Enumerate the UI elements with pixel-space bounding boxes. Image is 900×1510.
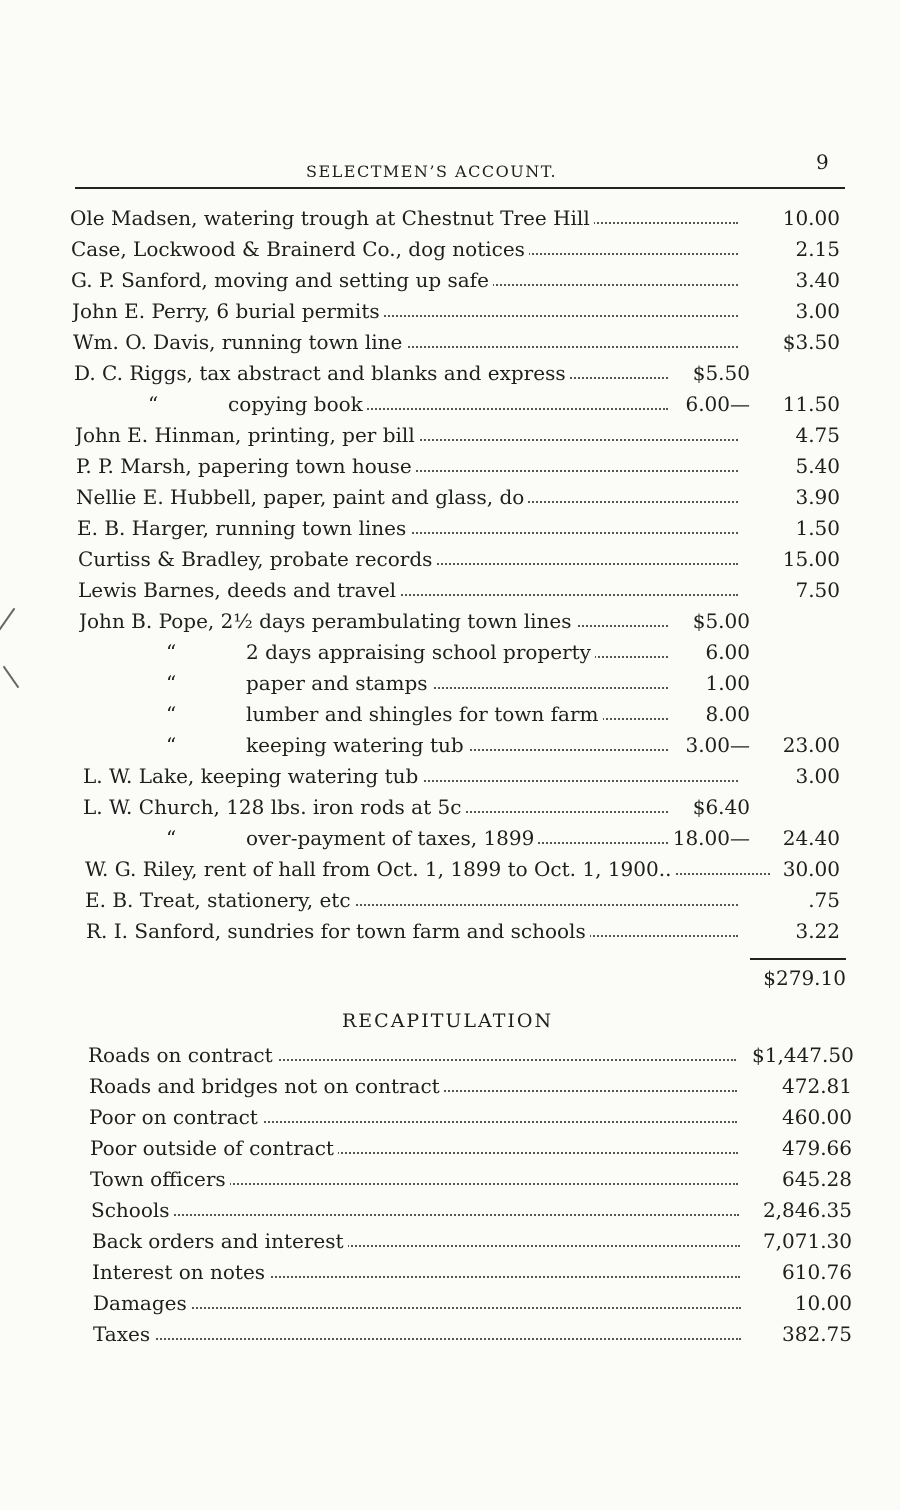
- entry-amount: 15.00: [782, 547, 840, 571]
- entry-text: John B. Pope, 2½ days perambulating town lines: [79, 609, 576, 633]
- page-number: 9: [816, 150, 829, 174]
- ledger-row: [0, 637, 900, 667]
- entry-text: Wm. O. Davis, running town line: [73, 330, 406, 354]
- dot-leader: [93, 1338, 741, 1340]
- recap-amount: 610.76: [782, 1260, 852, 1284]
- entry-subamount: 3.00—: [685, 733, 750, 757]
- entry-text: R. I. Sanford, sundries for town farm and schools: [86, 919, 590, 943]
- recap-label: Poor on contract: [89, 1105, 262, 1129]
- entry-text-container: [83, 761, 738, 791]
- entry-text: copying book: [228, 392, 367, 416]
- entry-text: G. P. Sanford, moving and setting up safe: [71, 268, 493, 292]
- entry-text: Case, Lockwood & Brainerd Co., dog notices: [71, 237, 529, 261]
- ledger-row: [0, 575, 900, 605]
- recap-amount: 460.00: [782, 1105, 852, 1129]
- entry-text: D. C. Riggs, tax abstract and blanks and express: [74, 361, 570, 385]
- entry-text-container: [77, 513, 738, 543]
- entry-text-container: [75, 420, 738, 450]
- entry-amount: 2.15: [795, 237, 840, 261]
- recap-label: Taxes: [93, 1322, 154, 1346]
- entry-text: P. P. Marsh, papering town house: [76, 454, 416, 478]
- recap-row: [0, 1071, 900, 1101]
- recap-label-container: [93, 1288, 741, 1318]
- ditto-mark: “: [166, 640, 177, 664]
- recap-label-container: [90, 1164, 738, 1194]
- entry-amount: .75: [808, 888, 840, 912]
- recap-label: Back orders and interest: [92, 1229, 348, 1253]
- entry-text-container: [71, 234, 738, 264]
- ditto-mark: “: [166, 702, 177, 726]
- entry-text-container: [78, 544, 738, 574]
- ledger-row: [0, 451, 900, 481]
- entry-subamount: $6.40: [692, 795, 750, 819]
- entry-subamount: 6.00—: [685, 392, 750, 416]
- entry-text: paper and stamps: [246, 671, 432, 695]
- entry-text: over-payment of taxes, 1899: [246, 826, 538, 850]
- entry-text: Curtiss & Bradley, probate records: [78, 547, 436, 571]
- entry-subamount: 18.00—: [672, 826, 750, 850]
- ledger-row: [0, 203, 900, 233]
- entry-text: Lewis Barnes, deeds and travel: [78, 578, 400, 602]
- recapitulation-title: RECAPITULATION: [342, 1010, 554, 1032]
- entry-text-container: [79, 606, 668, 636]
- recap-amount: 645.28: [782, 1167, 852, 1191]
- recap-label-container: [89, 1102, 737, 1132]
- entry-amount: $3.50: [782, 330, 840, 354]
- entry-text-container: [246, 699, 668, 729]
- recap-label-container: [88, 1040, 736, 1070]
- ledger-row: [0, 606, 900, 636]
- entry-amount: 3.90: [795, 485, 840, 509]
- recap-label-container: [89, 1071, 737, 1101]
- ledger-row: [0, 358, 900, 388]
- entry-amount: 1.50: [795, 516, 840, 540]
- entry-text-container: [70, 203, 738, 233]
- entry-text-container: [85, 854, 770, 884]
- recap-label-container: [91, 1195, 739, 1225]
- ledger-row: [0, 761, 900, 791]
- recap-label: Roads on contract: [88, 1043, 277, 1067]
- ledger-row: [0, 823, 900, 853]
- recap-amount: 10.00: [794, 1291, 852, 1315]
- recap-label: Schools: [91, 1198, 174, 1222]
- entry-text-container: [246, 823, 668, 853]
- entry-text-container: [246, 668, 668, 698]
- recap-amount: 7,071.30: [762, 1229, 852, 1253]
- recap-amount: $1,447.50: [752, 1043, 854, 1067]
- entry-text-container: [73, 327, 738, 357]
- recap-amount: 2,846.35: [762, 1198, 852, 1222]
- recap-row: [0, 1226, 900, 1256]
- entry-text-container: [76, 482, 738, 512]
- ledger-row: [0, 420, 900, 450]
- entry-amount: 30.00: [782, 857, 840, 881]
- recap-label-container: [92, 1257, 740, 1287]
- ledger-row: [0, 234, 900, 264]
- entry-text: Ole Madsen, watering trough at Chestnut Tree Hill: [70, 206, 594, 230]
- ledger-row: [0, 885, 900, 915]
- entry-amount: 3.00: [795, 299, 840, 323]
- recap-label: Interest on notes: [92, 1260, 269, 1284]
- recap-row: [0, 1102, 900, 1132]
- entry-amount: 5.40: [795, 454, 840, 478]
- entry-subamount: 6.00: [705, 640, 750, 664]
- recap-label-container: [90, 1133, 738, 1163]
- recap-amount: 472.81: [782, 1074, 852, 1098]
- ditto-mark: “: [148, 392, 159, 416]
- entry-subamount: 8.00: [705, 702, 750, 726]
- recap-row: [0, 1288, 900, 1318]
- recap-row: [0, 1164, 900, 1194]
- ledger-row: [0, 513, 900, 543]
- recap-label: Damages: [93, 1291, 191, 1315]
- ledger-row: [0, 916, 900, 946]
- recap-row: [0, 1319, 900, 1349]
- ledger-row: [0, 296, 900, 326]
- entry-text-container: [71, 265, 738, 295]
- entry-text-container: [246, 637, 668, 667]
- header-rule: [75, 187, 845, 189]
- entry-text: John E. Hinman, printing, per bill: [75, 423, 419, 447]
- entry-text: lumber and shingles for town farm: [246, 702, 603, 726]
- recap-label-container: [93, 1319, 741, 1349]
- entry-subamount: $5.50: [692, 361, 750, 385]
- recap-label-container: [92, 1226, 740, 1256]
- ledger-row: [0, 699, 900, 729]
- total-amount: $279.10: [763, 966, 846, 990]
- recap-label: Roads and bridges not on contract: [89, 1074, 444, 1098]
- entry-amount: 3.40: [795, 268, 840, 292]
- ditto-mark: “: [166, 671, 177, 695]
- ditto-mark: “: [166, 733, 177, 757]
- entry-amount: 23.00: [782, 733, 840, 757]
- ledger-row: [0, 730, 900, 760]
- ditto-mark: “: [166, 826, 177, 850]
- ledger-row: [0, 792, 900, 822]
- entry-amount: 3.00: [795, 764, 840, 788]
- dot-leader: [91, 1214, 739, 1216]
- ledger-row: [0, 544, 900, 574]
- entry-text: keeping watering tub: [246, 733, 468, 757]
- recap-row: [0, 1257, 900, 1287]
- entry-text-container: [78, 575, 738, 605]
- entry-text-container: [228, 389, 668, 419]
- entry-subamount: 1.00: [705, 671, 750, 695]
- ledger-row: [0, 265, 900, 295]
- running-head: SELECTMEN’S ACCOUNT.: [306, 162, 558, 181]
- entry-text: W. G. Riley, rent of hall from Oct. 1, 1899 to Oct. 1, 1900..: [85, 857, 675, 881]
- ledger-row: [0, 389, 900, 419]
- recap-row: [0, 1133, 900, 1163]
- ledger-row: [0, 668, 900, 698]
- entry-text: L. W. Church, 128 lbs. iron rods at 5c: [83, 795, 465, 819]
- entry-text: E. B. Treat, stationery, etc: [85, 888, 355, 912]
- entry-subamount: $5.00: [692, 609, 750, 633]
- recap-amount: 479.66: [782, 1136, 852, 1160]
- entry-text-container: [83, 792, 668, 822]
- entry-amount: 11.50: [782, 392, 840, 416]
- entry-text: 2 days appraising school property: [246, 640, 595, 664]
- entry-amount: 3.22: [795, 919, 840, 943]
- entry-text: E. B. Harger, running town lines: [77, 516, 410, 540]
- entry-amount: 10.00: [782, 206, 840, 230]
- entry-text-container: [72, 296, 738, 326]
- entry-text: L. W. Lake, keeping watering tub: [83, 764, 422, 788]
- entry-amount: 24.40: [782, 826, 840, 850]
- entry-text-container: [76, 451, 738, 481]
- recap-row: [0, 1195, 900, 1225]
- recap-amount: 382.75: [782, 1322, 852, 1346]
- ledger-row: [0, 327, 900, 357]
- entry-amount: 4.75: [795, 423, 840, 447]
- entry-text-container: [86, 916, 738, 946]
- ledger-row: [0, 854, 900, 884]
- entry-text-container: [85, 885, 738, 915]
- ledger-row: [0, 482, 900, 512]
- entry-text-container: [74, 358, 668, 388]
- entry-text-container: [246, 730, 668, 760]
- entry-text: John E. Perry, 6 burial permits: [72, 299, 384, 323]
- entry-text: Nellie E. Hubbell, paper, paint and glass, do: [76, 485, 528, 509]
- entry-amount: 7.50: [795, 578, 840, 602]
- total-rule: [750, 958, 846, 960]
- recap-label: Town officers: [90, 1167, 230, 1191]
- recap-row: [0, 1040, 900, 1070]
- recap-label: Poor outside of contract: [90, 1136, 338, 1160]
